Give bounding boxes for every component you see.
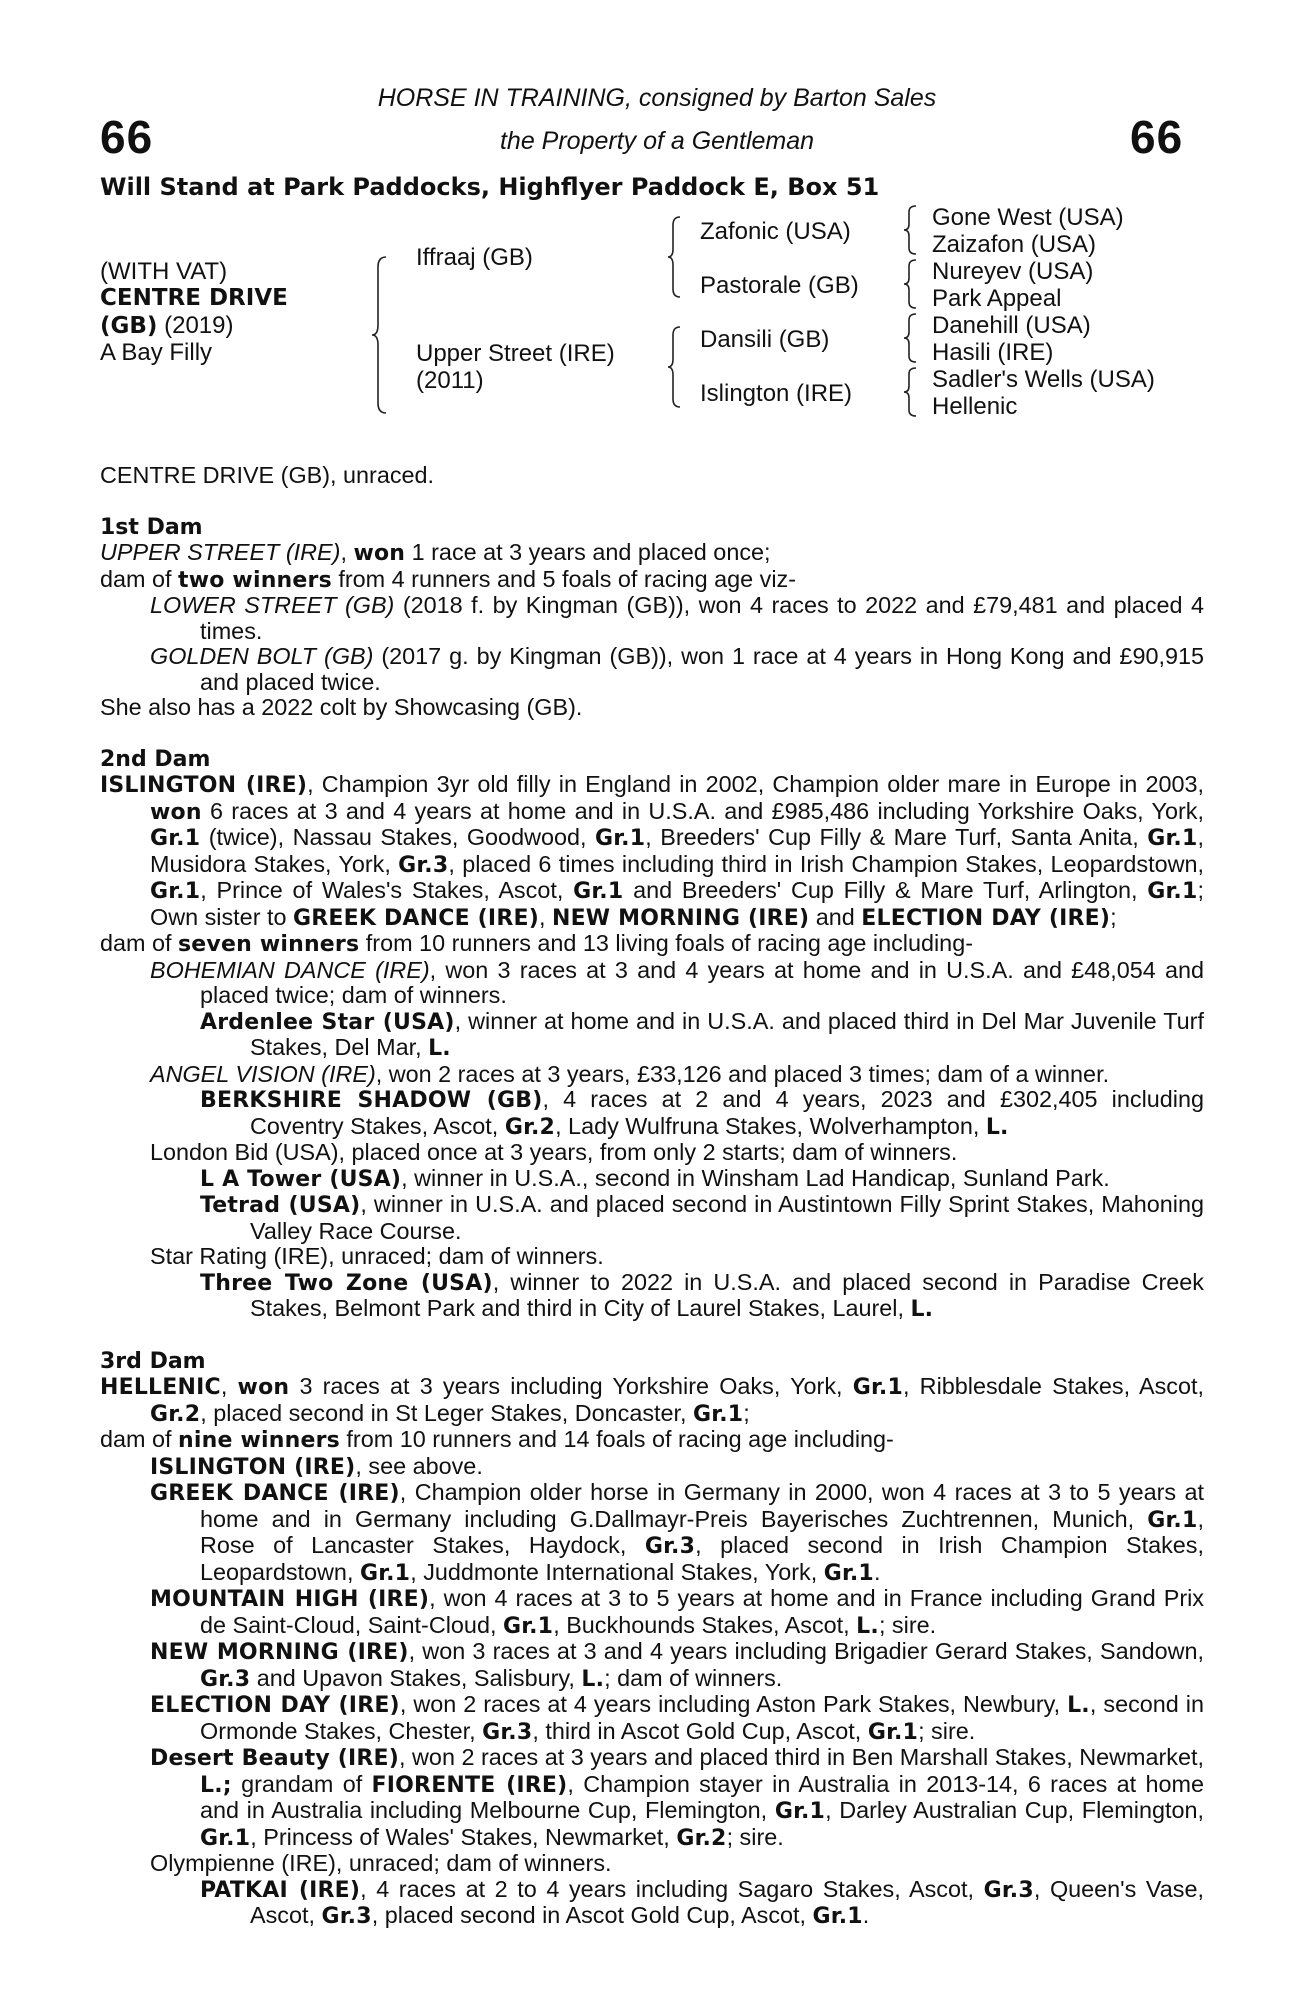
pedigree-ddd: Hellenic [932, 393, 1018, 420]
stand-location: Will Stand at Park Paddocks, Highflyer Paddock E, Box 51 [100, 173, 880, 201]
race-record-intro: CENTRE DRIVE (GB), unraced. [100, 462, 435, 488]
third-dam-heading: 3rd Dam [100, 1348, 206, 1374]
pedigree-sire: Iffraaj (GB) [416, 244, 533, 271]
produce-lower-street: LOWER STREET (GB) (2018 f. by Kingman (GB)), won 4 races to 2022 and £79,481 and placed 4 times. [150, 592, 1205, 644]
produce-golden-bolt: GOLDEN BOLT (GB) (2017 g. by Kingman (GB)), won 1 race at 4 years in Hong Kong and £90,915 and placed twice. [150, 643, 1204, 695]
lot-number-right: 66 [1130, 111, 1184, 163]
catalogue-body [100, 463, 1204, 1930]
produce-angel-vision: ANGEL VISION (IRE), won 2 races at 3 years, £33,126 and placed 3 times; dam of a winner. [150, 1060, 1110, 1087]
won-label: won [353, 541, 406, 566]
pedigree-dss: Danehill (USA) [932, 312, 1091, 339]
produce-patkai: PATKAI (IRE), 4 races at 2 to 4 years including Sagaro Stakes, Ascot, Gr.3, Queen's Vase, Ascot, Gr.3, placed second in Ascot Gold Cup, Ascot, Gr.1. [200, 1875, 1205, 1929]
produce-berkshire-shadow: BERKSHIRE SHADOW (GB), 4 races at 2 and 4 years, 2023 and £302,405 including Coventry Stakes, Ascot, Gr.2, Lady Wulfruna Stakes, Wolverhampton, L. [200, 1086, 1204, 1140]
pedigree-dam: Upper Street (IRE) [416, 340, 615, 367]
pedigree-dsd: Hasili (IRE) [932, 339, 1054, 366]
pedigree-brace-dd [904, 366, 920, 418]
property-line: the Property of a Gentleman [499, 127, 815, 155]
produce-mountain-high: MOUNTAIN HIGH (IRE), won 4 races at 3 to 5 years at home and in France including Grand Prix de Saint-Cloud, Saint-Cloud, Gr.1, Buckhounds Stakes, Ascot, L.; sire. [150, 1585, 1204, 1639]
produce-three-two-zone: Three Two Zone (USA), winner to 2022 in U.S.A. and placed second in Paradise Creek Stakes, Belmont Park and third in City of Laurel Stakes, Laurel, L. [200, 1268, 1204, 1322]
winners-count: two winners [178, 567, 332, 593]
produce-ardenlee-star: Ardenlee Star (USA), winner at home and in U.S.A. and placed third in Del Mar Juvenile Turf Stakes, Del Mar, L. [200, 1007, 1204, 1061]
horse-year: (2019) [164, 312, 234, 339]
produce-tetrad: Tetrad (USA), winner in U.S.A. and placed second in Austintown Filly Sprint Stakes, Mahoning Valley Race Course. [200, 1191, 1205, 1244]
pedigree-brace-main [372, 255, 392, 415]
pedigree-brace-sire [668, 215, 684, 299]
produce-election-day: ELECTION DAY (IRE), won 2 races at 4 years including Aston Park Stakes, Newbury, L., second in Ormonde Stakes, Chester, Gr.3, third in Ascot Gold Cup, Ascot, Gr.1; sire. [150, 1691, 1204, 1745]
pedigree-dds: Sadler's Wells (USA) [932, 366, 1155, 393]
pedigree-sss: Gone West (USA) [932, 204, 1124, 231]
pedigree-sdd: Park Appeal [932, 285, 1062, 312]
produce-new-morning: NEW MORNING (IRE), won 3 races at 3 and 4 years including Brigadier Gerard Stakes, Sandown, Gr.3 and Upavon Stakes, Salisbury, L.; dam of winners. [150, 1638, 1204, 1692]
produce-greek-dance: GREEK DANCE (IRE), Champion older horse in Germany in 2000, won 4 races at 3 to 5 years at home and in Germany including G.Dallmayr-Preis Bayerisches Zuchtrennen, Munich, Gr.1, Rose of Lancaster Stakes, Haydock, Gr.3, placed second in Irish Champion Stakes, Leopardstown, Gr.1, Juddmonte International Stakes, York, Gr.1. [150, 1479, 1204, 1586]
produce-star-rating: Star Rating (IRE), unraced; dam of winners. [150, 1243, 604, 1269]
first-dam-produce: dam of two winners from 4 runners and 5 foals of racing age viz- [100, 565, 797, 593]
second-dam-name: ISLINGTON (IRE) [100, 773, 308, 798]
produce-islington: ISLINGTON (IRE), see above. [150, 1452, 483, 1480]
second-dam-produce: dam of seven winners from 10 runners and 13 living foals of racing age including- [100, 930, 973, 957]
third-dam-produce: dam of nine winners from 10 runners and 14 foals of racing age including- [100, 1426, 894, 1453]
produce-desert-beauty: Desert Beauty (IRE), won 2 races at 3 years and placed third in Ben Marshall Stakes, Newmarket, L.; grandam of FIORENTE (IRE), Champion stayer in Australia in 2013-14, 6 races at home and in Australia including Melbourne Cup, Flemington, Gr.1, Darley Australian Cup, Flemington, Gr.1, Princess of Wales' Stakes, Newmarket, Gr.2; sire. [150, 1744, 1205, 1851]
vat-note: (WITH VAT) [100, 258, 228, 285]
first-dam-also: She also has a 2022 colt by Showcasing (GB). [100, 694, 583, 720]
first-dam-heading: 1st Dam [100, 514, 203, 540]
third-dam-record: HELLENIC, won 3 races at 3 years including Yorkshire Oaks, York, Gr.1, Ribblesdale Stakes, Ascot, Gr.2, placed second in St Leger Stakes, Doncaster, Gr.1; [100, 1373, 1204, 1427]
pedigree-sds: Nureyev (USA) [932, 258, 1094, 285]
produce-la-tower: L A Tower (USA), winner in U.S.A., second in Winsham Lad Handicap, Sunland Park. [200, 1164, 1110, 1192]
pedigree-dam-year: (2011) [416, 367, 484, 394]
pedigree-brace-dam [668, 325, 684, 409]
lot-number-left: 66 [100, 111, 154, 163]
pedigree-brace-ds [904, 312, 920, 364]
horse-country: (GB) [100, 313, 158, 339]
produce-bohemian-dance: BOHEMIAN DANCE (IRE), won 3 races at 3 and 4 years at home and in U.S.A. and £48,054 and placed twice; dam of winners. [150, 956, 1204, 1008]
horse-country-year [100, 312, 233, 340]
second-dam-record: ISLINGTON (IRE), Champion 3yr old filly in England in 2002, Champion older mare in Europe in 2003, won 6 races at 3 and 4 years at home and in U.S.A. and £985,486 including Yorkshire Oaks, York, Gr.1 (twice), Nassau Stakes, Goodwood, Gr.1, Breeders' Cup Filly & Mare Turf, Santa Anita, Gr.1, Musidora Stakes, York, Gr.3, placed 6 times including third in Irish Champion Stakes, Leopardstown, Gr.1, Prince of Wales's Stakes, Ascot, Gr.1 and Breeders' Cup Filly & Mare Turf, Arlington, Gr.1; Own sister to GREEK DANCE (IRE), NEW MORNING (IRE) and ELECTION DAY (IRE); [100, 771, 1204, 931]
pedigree-dam-sire: Dansili (GB) [700, 326, 830, 353]
pedigree-brace-sd [904, 258, 920, 310]
second-dam-heading: 2nd Dam [100, 746, 211, 772]
first-dam-record: UPPER STREET (IRE), won 1 race at 3 years and placed once; [100, 539, 771, 566]
pedigree-sire-dam: Pastorale (GB) [700, 272, 859, 299]
pedigree-ssd: Zaizafon (USA) [932, 231, 1097, 258]
horse-description: A Bay Filly [100, 339, 213, 366]
consignment-line: HORSE IN TRAINING, consigned by Barton Sales [377, 84, 937, 112]
horse-name: CENTRE DRIVE [100, 285, 288, 311]
first-dam-name: UPPER STREET (IRE) [100, 539, 341, 565]
pedigree-dam-dam: Islington (IRE) [700, 380, 853, 407]
produce-olympienne: Olympienne (IRE), unraced; dam of winners. [150, 1850, 612, 1876]
produce-london-bid: London Bid (USA), placed once at 3 years, from only 2 starts; dam of winners. [150, 1139, 958, 1165]
pedigree-sire-sire: Zafonic (USA) [700, 218, 851, 245]
third-dam-name: HELLENIC [100, 1375, 221, 1400]
pedigree-brace-ss [904, 204, 920, 256]
